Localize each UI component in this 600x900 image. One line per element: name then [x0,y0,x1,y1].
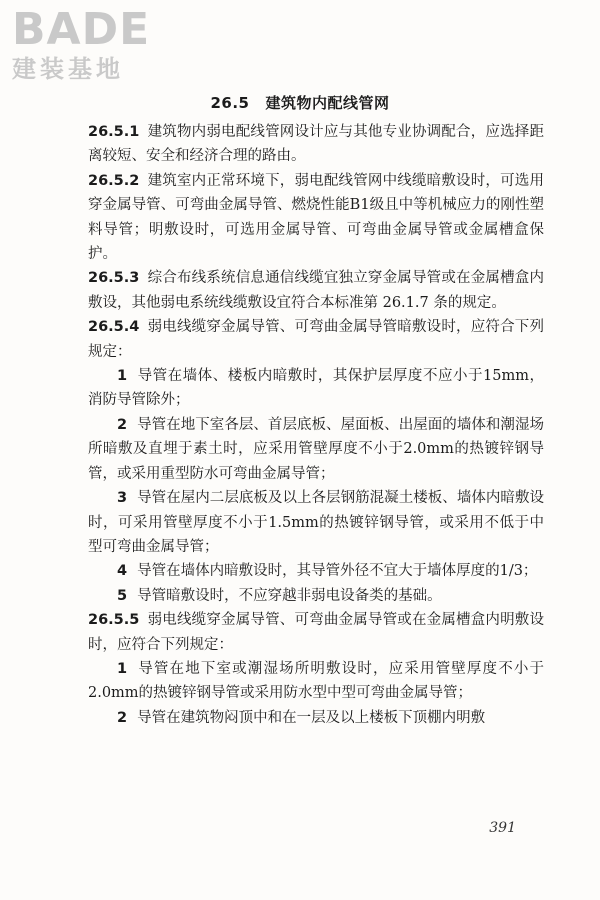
list-item [88,413,544,486]
clause-26-5-1 [88,120,544,169]
list-item [88,657,544,706]
item-number: 2 [117,416,128,433]
clause-text: 综合布线系统信息通信线缆宜独立穿金属导管或在金属槽盒内敷设，其他弱电系统线缆敷设宜符合本标准第 26.1.7 条的规定。 [88,270,544,311]
item-text: 导管在建筑物闷顶中和在一层及以上楼板下顶棚内明敷 [137,709,486,726]
item-number: 1 [117,368,128,385]
section-number: 26.5 [210,94,250,112]
clause-text: 弱电线缆穿金属导管、可弯曲金属导管暗敷设时，应符合下列规定： [88,319,544,360]
item-text: 导管在屋内二层底板及以上各层钢筋混凝土楼板、墙体内暗敷设时，可采用管壁厚度不小于1.5mm的热镀锌钢导管，或采用不低于中型可弯曲金属导管； [88,490,544,555]
list-item [88,486,544,559]
item-number: 2 [117,709,128,726]
section-heading [0,92,600,113]
clause-26-5-5 [88,608,544,657]
clause-number: 26.5.5 [88,612,140,629]
item-number: 4 [117,563,128,580]
clause-number: 26.5.2 [88,172,140,189]
list-item [88,584,544,608]
list-item [88,706,544,730]
list-item [88,364,544,413]
clause-text: 建筑室内正常环境下，弱电配线管网中线缆暗敷设时，可选用穿金属导管、可弯曲金属导管、燃烧性能B1级且中等机械应力的刚性塑料导管；明敷设时，可选用金属导管、可弯曲金属导管或金属槽盒保护。 [88,172,544,263]
item-text: 导管在地下室或潮湿场所明敷设时，应采用管壁厚度不小于2.0mm的热镀锌钢导管或采用防水型中型可弯曲金属导管； [88,660,544,702]
clause-text: 建筑物内弱电配线管网设计应与其他专业协调配合，应选择距离较短、安全和经济合理的路由。 [88,124,544,165]
item-number: 1 [117,660,128,677]
page-number: 391 [489,820,516,836]
item-text: 导管暗敷设时，不应穿越非弱电设备类的基础。 [137,587,442,604]
logo-wordmark: BADE [12,4,151,55]
clause-number: 26.5.1 [88,124,140,140]
list-item [88,559,544,583]
item-number: 3 [117,490,128,507]
item-number: 5 [117,587,128,604]
publisher-logo [12,6,192,84]
item-text: 导管在墙体、楼板内暗敷时，其保护层厚度不应小于15mm，消防导管除外； [88,368,544,409]
clause-number: 26.5.4 [88,319,140,336]
clause-text: 弱电线缆穿金属导管、可弯曲金属导管或在金属槽盒内明敷设时，应符合下列规定： [88,612,544,653]
item-text: 导管在墙体内暗敷设时，其导管外径不宜大于墙体厚度的1/3； [137,563,538,580]
clause-number: 26.5.3 [88,270,140,287]
item-text: 导管在地下室各层、首层底板、屋面板、出屋面的墙体和潮湿场所暗敷及直埋于素土时，应采用管壁厚度不小于2.0mm的热镀锌钢导管，或采用重型防水可弯曲金属导管； [88,416,544,482]
clause-26-5-2 [88,169,544,267]
logo-subtitle: 建装基地 [12,55,124,83]
clause-26-5-4 [88,315,544,364]
clause-26-5-3 [88,266,544,315]
body-text [88,120,544,730]
section-title: 建筑物内配线管网 [265,94,390,112]
